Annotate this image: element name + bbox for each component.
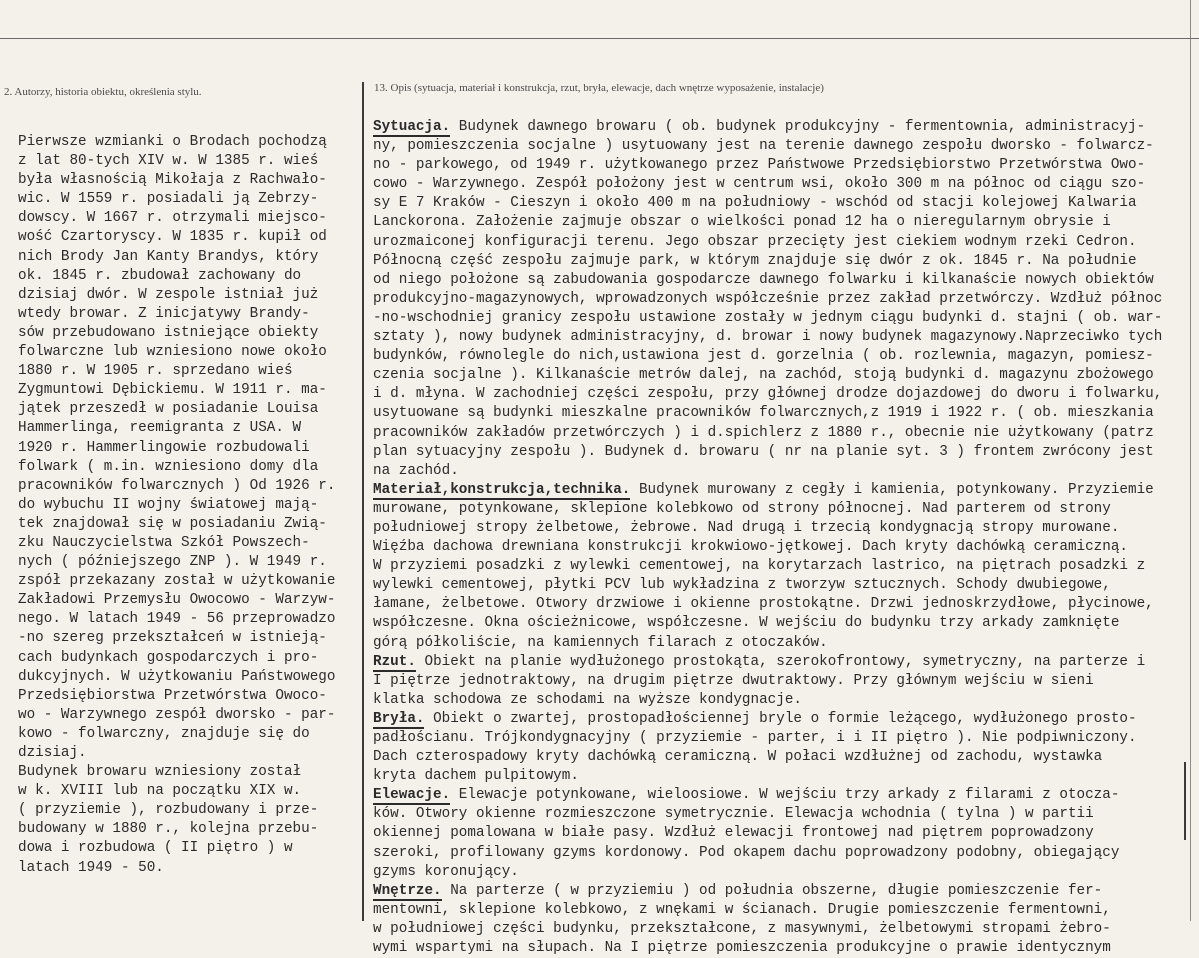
line-text: wylewki cementowej, płytki PCV lub wykładzina z tworzyw sztucznych. Schody dwubiegowe, [373,577,1111,594]
description-line [373,424,1188,443]
section-heading: Materiał,konstrukcja,technika. [373,481,631,498]
description-line [373,710,1188,729]
description-line [373,538,1188,557]
description-line [373,290,1188,309]
history-line: pracowników folwarcznych ) Od 1926 r. [18,477,336,494]
line-text: I piętrze jednotraktowy, na drugim piętrze dwutraktowy. Przy głównym wejściu w sieni [373,672,1094,689]
description-line [373,939,1188,958]
description-line [373,194,1188,213]
line-text: cowo - Warzywnego. Zespół położony jest w centrum wsi, około 300 m na północ od ciągu szo- [373,176,1146,193]
section-heading: Wnętrze. [373,882,442,899]
history-line: w k. XVIII lub na początku XIX w. [18,783,302,800]
history-line: 1920 r. Hammerlingowie rozbudowali [18,439,310,456]
line-text: kryta dachem pulpitowym. [373,768,579,785]
description-line [373,901,1188,920]
line-text: łamane, żelbetowe. Otwory drzwiowe i okienne prostokątne. Drzwi jednoskrzydłowe, płycinowe, [373,596,1154,613]
section-heading: Sytuacja. [373,119,451,135]
line-text: sztaty ), nowy budynek administracyjny, d. browar i nowy budynek magazynowy.Naprzeciwko tych [373,329,1163,346]
history-line: kowo - folwarczny, znajduje się do [18,725,310,742]
description-line [373,519,1188,538]
line-text: Północną część zespołu zajmuje park, w którym znajduje się dwór z ok. 1845 r. Na południe [373,252,1137,269]
history-line: Zygmuntowi Dębickiemu. W 1911 r. ma- [18,382,327,399]
history-column [18,133,363,878]
line-text: od niego położone są zabudowania gospodarcze dawnego folwarku i kilkanaście nowych obiektów [373,271,1154,288]
description-line [373,576,1188,595]
history-line: wtedy browar. Z inicjatywy Brandy- [18,305,310,322]
line-text: padłościanu. Trójkondygnacyjny ( przyziemie - parter, i i II piętro ). Nie podpiwniczony. [373,730,1137,746]
history-line: ok. 1845 r. zbudował zachowany do [18,267,302,284]
line-text: na zachód. [373,462,459,479]
line-text: plan sytuacyjny zespołu ). Budynek d. browaru ( nr na planie syt. 3 ) frontem zwrócony jest [373,443,1154,460]
description-line [373,595,1188,614]
description-line [373,767,1188,786]
line-text: pracowników zakładów przetwórczych ) i d.spichlerz z 1880 r., obecnie nie użytkowany (patrz [373,424,1154,441]
description-line [373,634,1188,653]
line-text: murowane, potynkowane, sklepione kolebkowo od strony północnej. Nad parterem od strony [373,500,1111,517]
line-text: W przyziemi posadzki z wylewki cementowej, na korytarzach lastrico, na piętrach posadzki z [373,558,1146,575]
description-line [373,137,1188,156]
line-text: Obiekt o zwartej, prostopadłościennej bryle o formie leżącego, wydłużonego prosto- [424,710,1137,727]
description-line [373,233,1188,252]
line-text: Dach czterospadowy kryty dachówką ceramiczną. W połaci wzdłużnej od zachodu, wystawka [373,749,1103,766]
history-line: 1880 r. W 1905 r. sprzedano wieś [18,363,293,380]
history-line: była własnością Mikołaja z Rachwało- [18,172,327,189]
right-section-header: 13. Opis (sytuacja, materiał i konstrukcja, rzut, bryła, elewacje, dach wnętrze wyposażenie, instalacje) [374,82,824,94]
line-text: Więźba dachowa drewniana konstrukcji krokwiowo-jętkowej. Dach kryty dachówką ceramiczną. [373,539,1128,556]
line-text: szeroki, profilowany gzyms kordonowy. Pod okapem dachu poprowadzony podobny, obiegający [373,844,1120,861]
line-text: i d. młyna. W zachodniej części zespołu, przy głównej drodze dojazdowej do dworu i folwarku, [373,386,1163,403]
description-line [373,213,1188,232]
description-line [373,328,1188,347]
history-line: folwarczne lub wzniesiono nowe około [18,344,327,361]
history-line: dzisiaj dwór. W zespole istniał już [18,286,319,303]
line-text: -no-wschodniej granicy zespołu ustawione zostały w jednym ciągu budynki d. stajni ( ob. war- [373,309,1163,326]
description-line [373,118,1188,137]
line-text: Na parterze ( w przyziemiu ) od południa obszerne, długie pomieszczenie fer- [441,882,1103,899]
description-line [373,786,1188,805]
description-line [373,863,1188,882]
description-line [373,366,1188,385]
description-line [373,882,1188,901]
history-line: -no szereg przekształceń w istnieją- [18,630,327,647]
description-line [373,920,1188,939]
section-heading: Rzut. [373,653,416,670]
description-line [373,175,1188,194]
description-line [373,271,1188,290]
history-line: dzisiaj. [18,745,87,761]
history-line: dowscy. W 1667 r. otrzymali miejsco- [18,210,327,227]
history-line: latach 1949 - 50. [18,859,164,876]
description-line [373,385,1188,404]
history-line: z lat 80-tych XIV w. W 1385 r. wieś [18,153,319,170]
history-line: zku Nauczycielstwa Szkół Powszech- [18,534,310,551]
line-text: mentowni, sklepione kolebkowo, z wnękami w ścianach. Drugie pomieszczenie fermentowni, [373,901,1111,918]
line-text: w południowej części budynku, przekształcone, z masywnymi, żelbetowymi stropami żebro- [373,920,1111,937]
line-text: współczesne. Okna ościeżnicowe, współczesne. W wejściu do budynku trzy arkady zamknięte [373,615,1120,632]
history-line: zspół przekazany został w użytkowanie [18,573,336,590]
history-line: jątek przeszedł w posiadanie Louisa [18,401,319,418]
line-text: wymi wspartymi na słupach. Na I piętrze pomieszczenia produkcyjne o prawie identycznym [373,940,1111,957]
description-line [373,404,1188,423]
description-line [373,672,1188,691]
frame-corner [1190,38,1199,39]
line-text: ków. Otwory okienne rozmieszczone symetrycznie. Elewacja wchodnia ( tylna ) w partii [373,806,1094,823]
history-line: sów przebudowano istniejące obiekty [18,324,319,341]
top-rule [0,38,1199,39]
description-line [373,443,1188,462]
history-line: nych ( późniejszego ZNP ). W 1949 r. [18,554,327,571]
line-text: produkcyjno-magazynowych, wprowadzonych współcześnie przez zakład przetwórczy. Wzdłuż północ [373,290,1163,307]
history-line: wic. W 1559 r. posiadali ją Zebrzy- [18,191,319,208]
line-text: gzyms koronujący. [373,863,519,880]
line-text: klatka schodowa ze schodami na wyższe kondygnacje. [373,691,802,708]
description-line [373,309,1188,328]
history-line: tek znajdował się w posiadaniu Zwią- [18,515,327,532]
history-line: nich Brody Jan Kanty Brandys, który [18,248,319,265]
line-text: urozmaiconej konfiguracji terenu. Jego obszar przecięty jest ciekiem wodnym rzeki Cedron. [373,233,1137,250]
history-line: dowa i rozbudowa ( II piętro ) w [18,840,293,857]
description-line [373,824,1188,843]
description-line [373,156,1188,175]
description-line [373,481,1188,500]
description-line [373,691,1188,710]
description-line [373,805,1188,824]
description-line [373,347,1188,366]
description-line [373,557,1188,576]
right-frame-line [1190,0,1191,921]
history-line: wość Czartoryscy. W 1835 r. kupił od [18,229,327,246]
description-line [373,653,1188,672]
description-line [373,252,1188,271]
line-text: Budynek murowany z cegły i kamienia, potynkowany. Przyziemie [630,481,1154,498]
line-text: okiennej pomalowana w białe pasy. Wzdłuż elewacji frontowej nad piętrem poprowadzony [373,825,1094,842]
history-line: Przedsiębiorstwa Przetwórstwa Owoco- [18,687,327,704]
line-text: usytuowane są budynki mieszkalne pracowników folwarcznych,z 1919 i 1922 r. ( ob. mieszkania [373,405,1154,422]
history-line: folwark ( m.in. wzniesiono domy dla [18,458,319,475]
history-line: ( przyziemie ), rozbudowany i prze- [18,802,319,819]
history-line: dukcyjnych. W użytkowaniu Państwowego [18,668,336,685]
history-line: nego. W latach 1949 - 56 przeprowadzo [18,611,336,628]
line-text: górą półkoliście, na kamiennych filarach z otoczaków. [373,634,828,651]
line-text: czenia socjalne ). Kilkanaście metrów dalej, na zachód, stoją budynki d. magazynu zbożowego [373,367,1154,384]
line-text: Elewacje potynkowane, wieloosiowe. W wejściu trzy arkady z filarami z otocza- [450,787,1120,804]
description-line [373,462,1188,481]
history-line: Budynek browaru wzniesiony został [18,764,302,781]
history-line: do wybuchu II wojny światowej mają- [18,496,319,513]
line-text: południowej stropy żelbetowe, żebrowe. Nad drugą i trzecią kondygnacją stropy murowane. [373,519,1120,536]
history-line: cach budynkach gospodarczych i pro- [18,649,319,666]
history-line: Pierwsze wzmianki o Brodach pochodzą [18,134,327,150]
line-text: no - parkowego, od 1949 r. użytkowanego przez Państwowe Przedsiębiorstwo Przetwórstwa Owo- [373,157,1146,174]
history-line: Hammerlinga, reemigranta z USA. W [18,420,302,437]
description-line [373,844,1188,863]
line-text: sy E 7 Kraków - Cieszyn i około 400 m na południowy - wschód od stacji kolejowej Kalwaria [373,195,1137,212]
line-text: budynków, równolegle do nich,ustawiona jest d. gorzelnia ( ob. rozlewnia, magazyn, pomiesz- [373,348,1154,365]
section-heading: Bryła. [373,710,425,727]
history-line: Zakładowi Przemysłu Owocowo - Warzyw- [18,592,336,609]
line-text: ny, pomieszczenia socjalne ) usytuowany jest na terenie dawnego zespołu dworsko - folwarcz- [373,138,1154,155]
description-line [373,729,1188,748]
history-line: wo - Warzywnego zespół dworsko - par- [18,706,336,723]
description-line [373,614,1188,633]
description-line [373,500,1188,519]
description-line [373,748,1188,767]
section-heading: Elewacje. [373,787,451,804]
description-column [373,118,1188,958]
history-line: budowany w 1880 r., kolejna przebu- [18,821,319,838]
line-text: Obiekt na planie wydłużonego prostokąta, szerokofrontowy, symetryczny, na parterze i [415,653,1146,670]
line-text: Lanckorona. Założenie zajmuje obszar o wielkości ponad 12 ha o nieregularnym obrysie i [373,214,1111,231]
line-text: Budynek dawnego browaru ( ob. budynek produkcyjny - fermentownia, administracyj- [450,119,1146,135]
left-section-header: 2. Autorzy, historia obiektu, określenia stylu. [4,86,202,98]
